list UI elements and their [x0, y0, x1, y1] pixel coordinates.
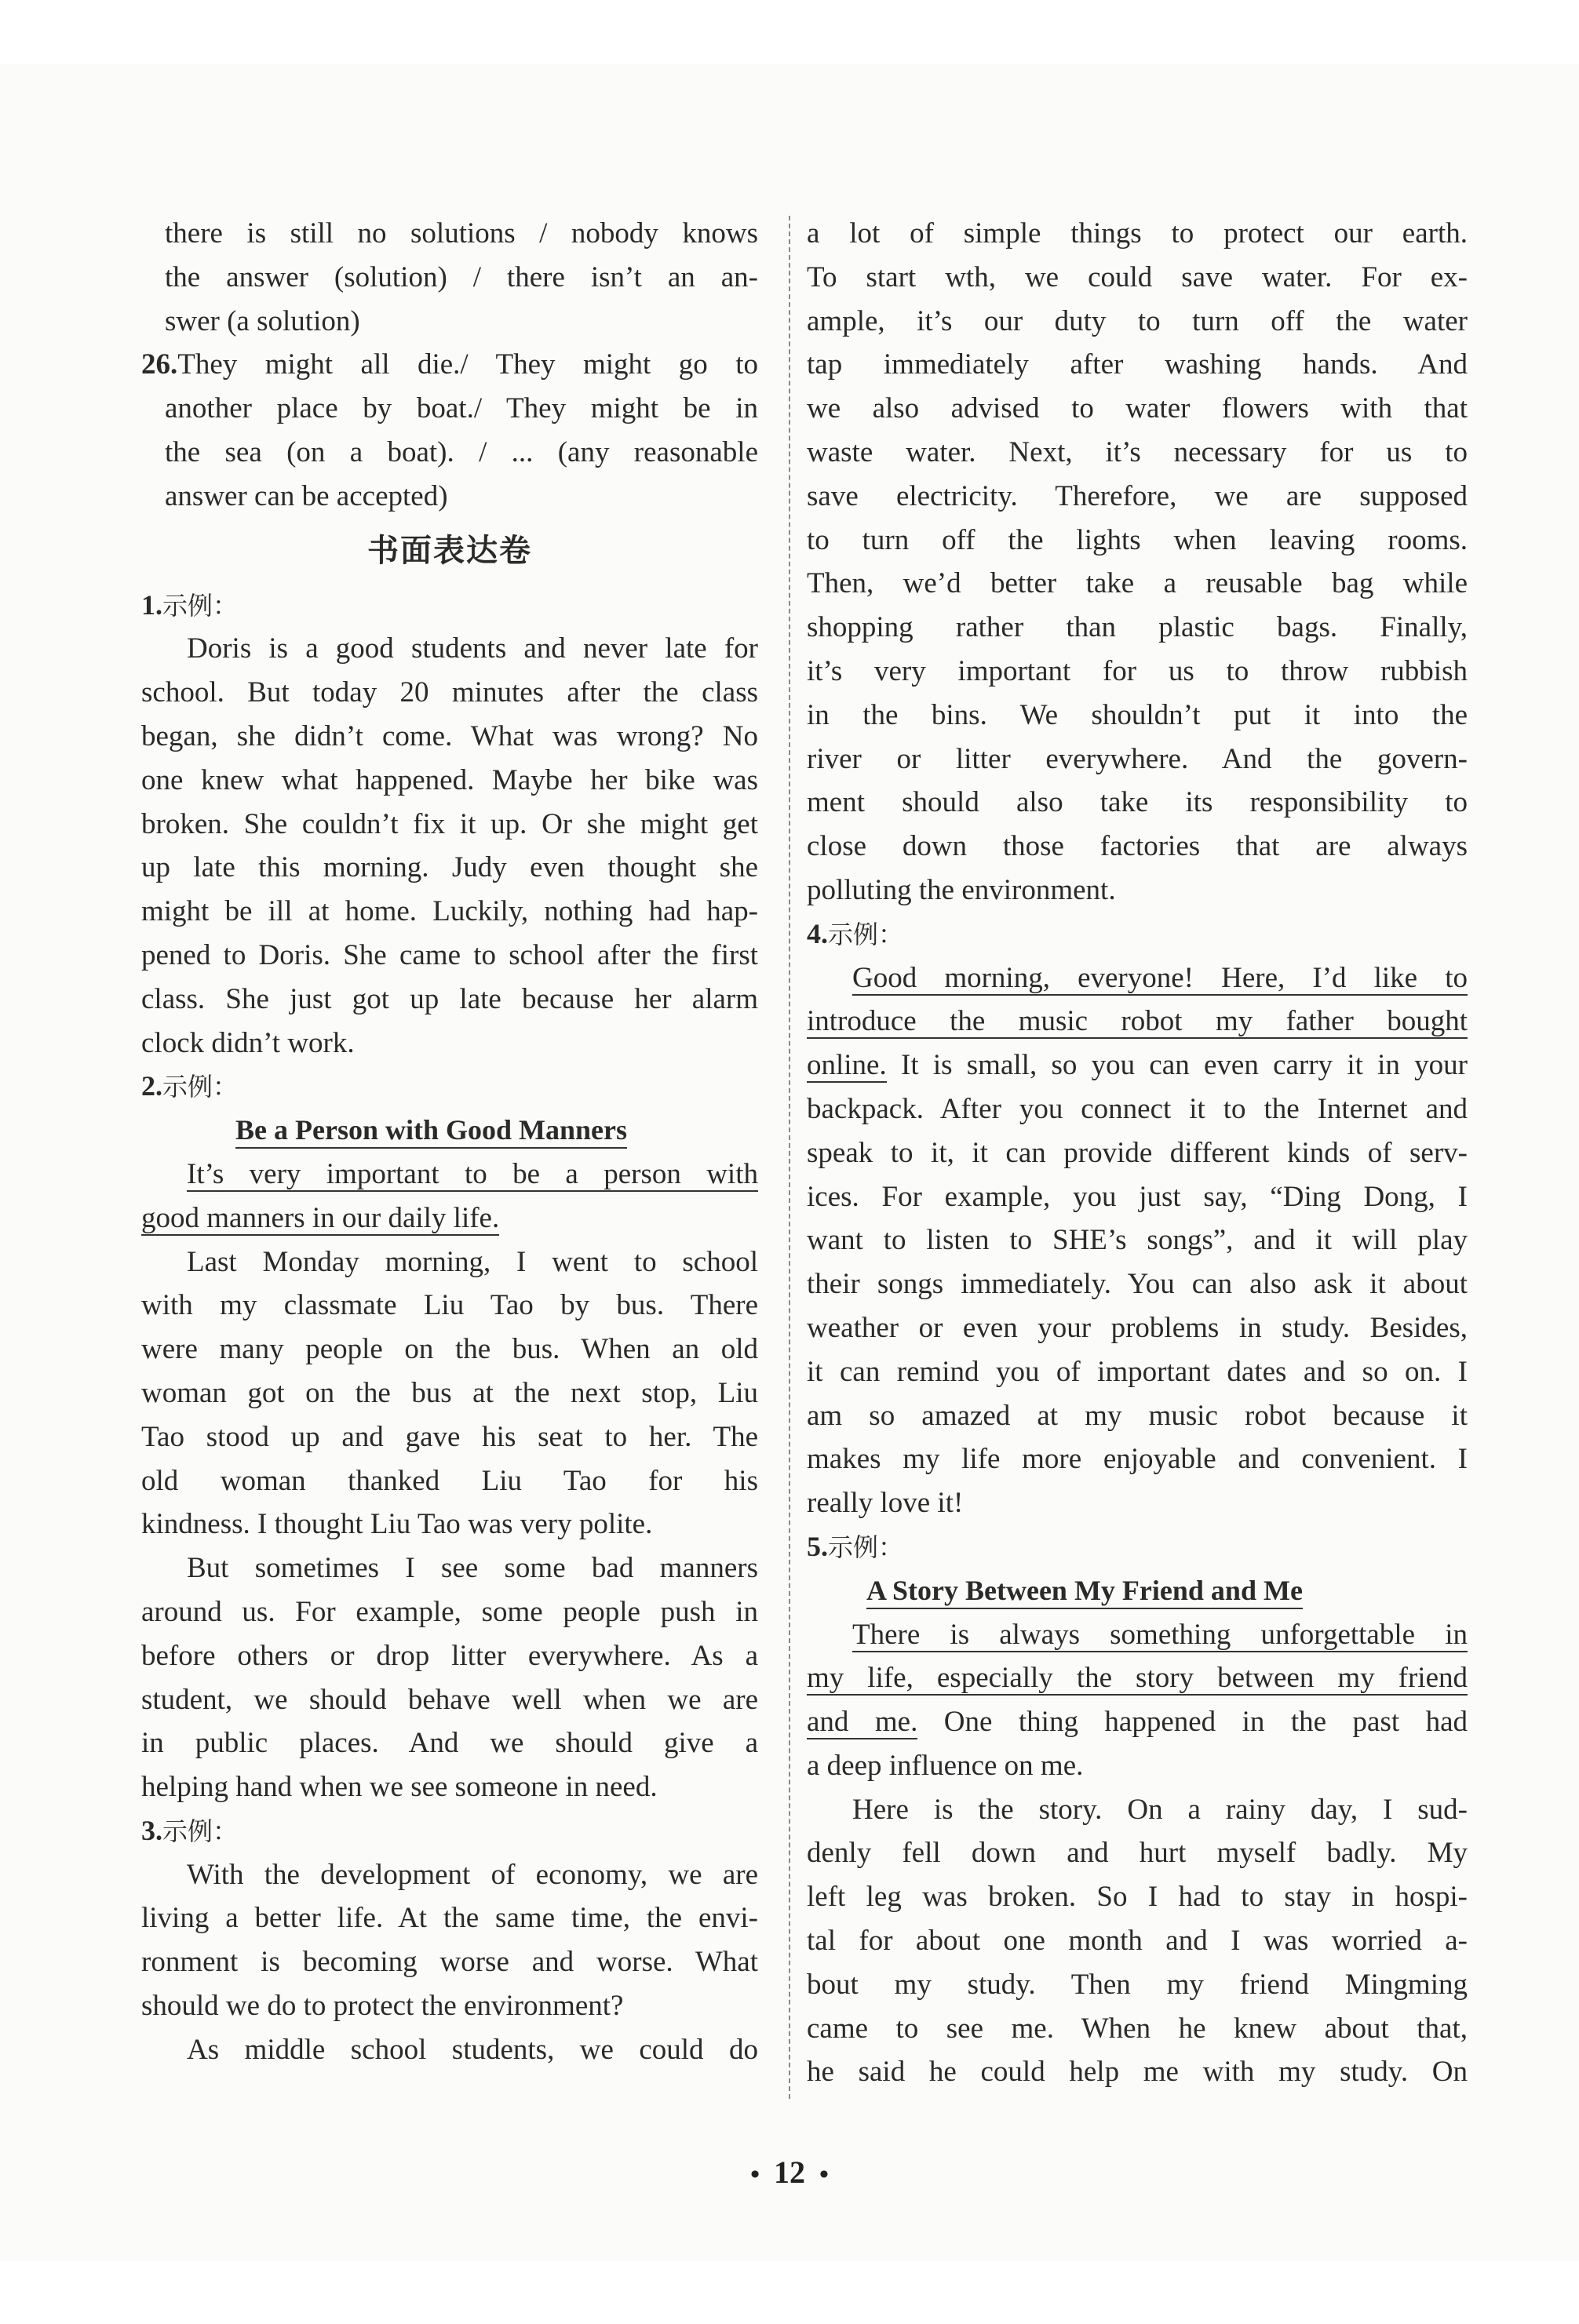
- text-line: To start wth, we could save water. For ex-: [807, 260, 1468, 293]
- text-line: woman got on the bus at the next stop, Liu: [141, 1376, 758, 1409]
- text-line: it can remind you of important dates and so on. I: [807, 1355, 1468, 1388]
- sample-5: [807, 1525, 1468, 2094]
- item-label: [807, 1525, 1468, 1569]
- text-line: swer (a solution): [165, 304, 360, 337]
- column-divider: [789, 216, 790, 2099]
- text-line: tap immediately after washing hands. And: [807, 348, 1468, 381]
- text-line: left leg was broken. So I had to stay in hospi-: [807, 1881, 1468, 1914]
- text-line: began, she didn’t come. What was wrong? No: [141, 719, 758, 752]
- text-line: waste water. Next, it’s necessary for us to: [807, 435, 1468, 468]
- essay-title: [807, 1569, 1468, 1613]
- text-line: ment should also take its responsibility to: [807, 786, 1468, 819]
- left-column: [141, 212, 758, 2072]
- text-line: it’s very important for us to throw rubbish: [807, 654, 1468, 687]
- text-line: clock didn’t work.: [141, 1026, 355, 1059]
- underlined-text: It’s very important to be a person with: [187, 1157, 758, 1190]
- text-line: Last Monday morning, I went to school: [187, 1245, 758, 1278]
- text-line: living a better life. At the same time, the envi-: [141, 1902, 758, 1935]
- sample-3: [141, 1809, 758, 2072]
- sample-1: [141, 584, 758, 1065]
- section-title: 书面表达卷: [367, 532, 532, 569]
- text-line: But sometimes I see some bad manners: [187, 1552, 758, 1585]
- sample-3-continued: [807, 212, 1468, 912]
- text-line: It is small, so you can even carry it in your: [886, 1049, 1468, 1082]
- text-line: ronment is becoming worse and worse. What: [141, 1946, 758, 1979]
- text-line: another place by boat./ They might be in: [165, 392, 758, 425]
- text-line: their songs immediately. You can also ask it about: [807, 1268, 1468, 1301]
- item-number: 5.: [807, 1530, 828, 1562]
- essay-title-text: A Story Between My Friend and Me: [866, 1575, 1303, 1609]
- item-label: [141, 1065, 758, 1109]
- text-line: a lot of simple things to protect our earth.: [807, 217, 1468, 250]
- essay-title: [141, 1109, 758, 1153]
- text-line: Doris is a good students and never late for: [187, 632, 758, 665]
- text-line: class. She just got up late because her alarm: [141, 982, 758, 1015]
- item-label-text: 示例：: [162, 1816, 239, 1846]
- text-line: weather or even your problems in study. Besides,: [807, 1311, 1468, 1344]
- item-number: 2.: [141, 1070, 162, 1102]
- text-line: with my classmate Liu Tao by bus. There: [141, 1289, 758, 1322]
- text-line: pened to Doris. She came to school after the first: [141, 938, 758, 971]
- text-line: really love it!: [807, 1487, 964, 1520]
- text-line: ices. For example, you just say, “Ding Dong, I: [807, 1180, 1468, 1213]
- text-line: As middle school students, we could do: [187, 2033, 758, 2066]
- text-line: there is still no solutions / nobody knows: [165, 217, 758, 250]
- underlined-text: Good morning, everyone! Here, I’d like to: [852, 961, 1468, 994]
- text-line: old woman thanked Liu Tao for his: [141, 1464, 758, 1497]
- item-label: [141, 1809, 758, 1853]
- text-line: polluting the environment.: [807, 873, 1116, 906]
- text-line: backpack. After you connect it to the Internet and: [807, 1092, 1468, 1125]
- text-line: to turn off the lights when leaving rooms.: [807, 523, 1468, 556]
- item-label-text: 示例：: [162, 590, 239, 621]
- sample-2: [141, 1065, 758, 1809]
- text-line: river or litter everywhere. And the govern-: [807, 742, 1468, 775]
- essay-title-text: Be a Person with Good Manners: [235, 1114, 627, 1149]
- text-line: up late this morning. Judy even thought she: [141, 851, 758, 884]
- underlined-text: my life, especially the story between my friend: [807, 1662, 1468, 1695]
- text-line: we also advised to water flowers with that: [807, 392, 1468, 425]
- text-line: makes my life more enjoyable and convenient. I: [807, 1443, 1468, 1476]
- text-line: Then, we’d better take a reusable bag while: [807, 567, 1468, 600]
- text-line: want to listen to SHE’s songs”, and it will play: [807, 1224, 1468, 1257]
- underlined-text: and me.: [807, 1706, 918, 1739]
- right-column: [807, 212, 1468, 2094]
- item-label-text: 示例：: [828, 919, 904, 949]
- text-line: denly fell down and hurt myself badly. My: [807, 1837, 1468, 1870]
- text-line: Tao stood up and gave his seat to her. The: [141, 1420, 758, 1453]
- item-label: [807, 912, 1468, 956]
- text-line: tal for about one month and I was worried a-: [807, 1925, 1468, 1958]
- item-number: 4.: [807, 917, 828, 949]
- text-line: am so amazed at my music robot because it: [807, 1399, 1468, 1432]
- text-line: he said he could help me with my study. On: [807, 2056, 1468, 2089]
- text-line: speak to it, it can provide different kinds of serv-: [807, 1136, 1468, 1169]
- item-label-text: 示例：: [828, 1532, 904, 1562]
- text-line: the sea (on a boat). / ... (any reasonable: [165, 435, 758, 468]
- text-line: Here is the story. On a rainy day, I sud-: [852, 1793, 1468, 1826]
- text-line: before others or drop litter everywhere. As a: [141, 1639, 758, 1672]
- page-number-text: 12: [774, 2155, 805, 2190]
- text-line: might be ill at home. Luckily, nothing had hap-: [141, 895, 758, 928]
- text-line: a deep influence on me.: [807, 1749, 1084, 1782]
- text-line: in the bins. We shouldn’t put it into the: [807, 698, 1468, 731]
- page-number: [0, 2154, 1579, 2191]
- bullet-icon: •: [750, 2160, 760, 2189]
- text-line: ample, it’s our duty to turn off the water: [807, 304, 1468, 337]
- text-line: school. But today 20 minutes after the class: [141, 676, 758, 709]
- text-line: around us. For example, some people push in: [141, 1595, 758, 1628]
- text-line: student, we should behave well when we are: [141, 1683, 758, 1716]
- item-number: 1.: [141, 588, 162, 621]
- text-line: were many people on the bus. When an old: [141, 1333, 758, 1366]
- underlined-text: There is always something unforgettable in: [852, 1618, 1468, 1651]
- item-number: 3.: [141, 1814, 162, 1846]
- item-number: 26.: [141, 348, 178, 381]
- text-line: the answer (solution) / there isn’t an an-: [165, 260, 758, 293]
- text-line: in public places. And we should give a: [141, 1727, 758, 1760]
- item-label: [141, 584, 758, 628]
- answer-26: [141, 343, 758, 518]
- underlined-text: good manners in our daily life.: [141, 1201, 500, 1234]
- text-line: one knew what happened. Maybe her bike was: [141, 763, 758, 796]
- text-line: They might all die./ They might go to: [177, 348, 758, 381]
- text-line: should we do to protect the environment?: [141, 1990, 624, 2023]
- text-line: broken. She couldn’t fix it up. Or she might get: [141, 807, 758, 840]
- text-line: answer can be accepted): [165, 479, 448, 512]
- underlined-text: online.: [807, 1049, 887, 1082]
- text-line: came to see me. When he knew about that,: [807, 2012, 1468, 2045]
- bullet-icon: •: [819, 2160, 829, 2189]
- text-line: close down those factories that are always: [807, 830, 1468, 863]
- text-line: kindness. I thought Liu Tao was very polite.: [141, 1508, 653, 1541]
- text-line: With the development of economy, we are: [187, 1858, 758, 1891]
- text-line: save electricity. Therefore, we are supposed: [807, 479, 1468, 512]
- sample-4: [807, 912, 1468, 1525]
- underlined-text: introduce the music robot my father bought: [807, 1005, 1468, 1038]
- text-line: One thing happened in the past had: [917, 1706, 1468, 1739]
- text-line: helping hand when we see someone in need.: [141, 1771, 658, 1804]
- item-label-text: 示例：: [162, 1072, 239, 1102]
- text-line: shopping rather than plastic bags. Finally,: [807, 611, 1468, 644]
- text-line: bout my study. Then my friend Mingming: [807, 1968, 1468, 2001]
